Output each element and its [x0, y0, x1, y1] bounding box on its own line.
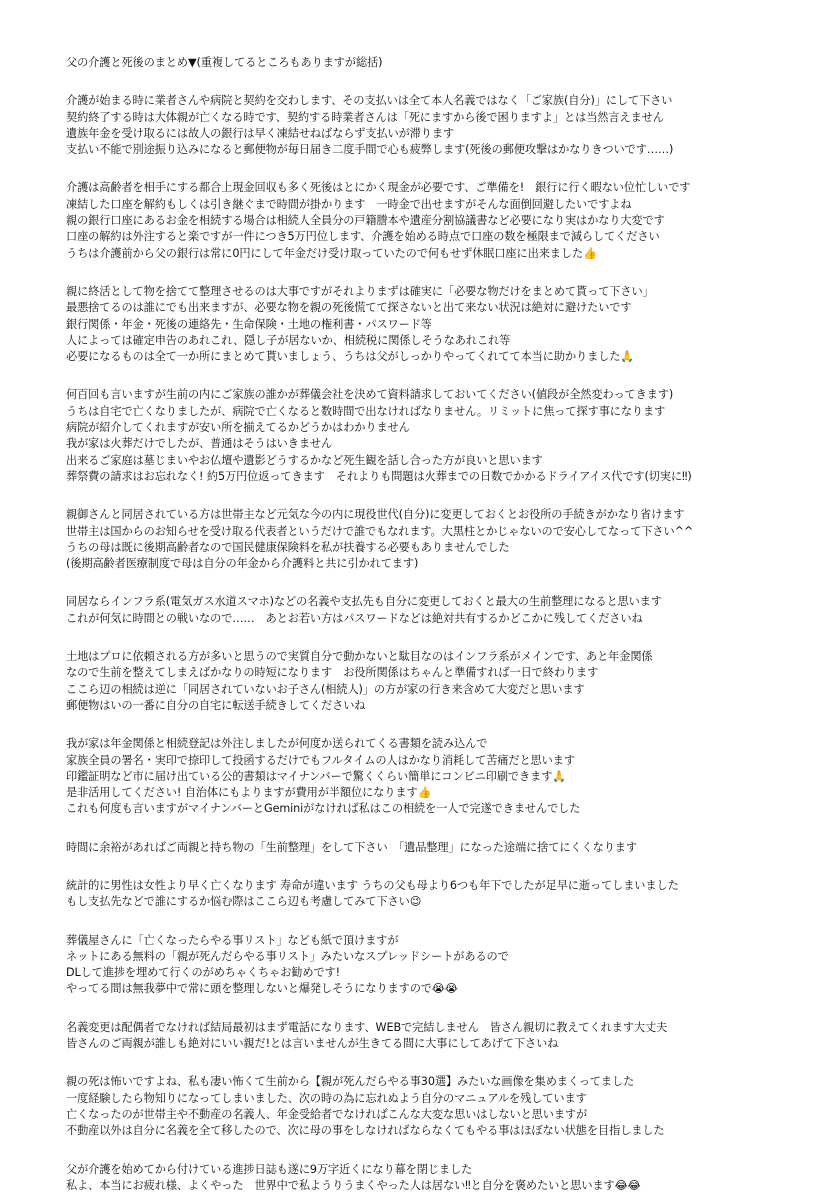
paragraph: [66, 594, 788, 627]
text-line: 家族全員の署名・実印で捺印して投函するだけでもフルタイムの人はかなり消耗して苦痛だと思います: [66, 753, 575, 767]
text-line: これが何気に時間との戦いなので…… あとお若い方はパスワードなどは絶対共有するかどこかに残してくださいね: [66, 611, 643, 625]
text-line: 出来るご家庭は墓じまいやお仏壇や遺影どうするかなど死生観を話し合った方が良いと思います: [66, 453, 543, 467]
text-line: (後期高齢者医療制度で母は自分の年金から介護料と共に引かれてます): [66, 557, 419, 571]
text-line: 最悪捨てるのは誰にでも出来ますが、必要な物を親の死後慌てて探さないと出て来ない状況は絶対に避けたいです: [66, 301, 632, 315]
text-line: 皆さんのご両親が誰しも絶対にいい親だ!とは言いませんが生きてる間に大事にしてあげて下さいね: [66, 1037, 559, 1051]
text-line: 銀行関係・年金・死後の連絡先・生命保険・土地の権利書・パスワード等: [66, 317, 432, 331]
text-line: 亡くなったのが世帯主や不動産の名義人、年金受給者でなければこんな大変な思いはしないと思いますが: [66, 1107, 588, 1121]
text-line: 一度経験したら物知りになってしまいました、次の時の為に忘れぬよう自分のマニュアルを残しています: [66, 1091, 587, 1105]
paragraph: [66, 840, 788, 856]
paragraph: [66, 878, 788, 911]
paragraph: [66, 649, 788, 714]
text-line: うちの母は既に後期高齢者なので国民健康保険料を私が扶養する必要もありませんでした: [66, 540, 510, 554]
paragraph: [66, 736, 788, 817]
text-line: 親の死は怖いですよね、私も凄い怖くて生前から【親が死んだらやる事30選】みたいな画像を集めまくってました: [66, 1075, 635, 1089]
text-line: 口座の解約は外注すると楽ですが一件につき5万円位します、介護を始める時点で口座の数を極限まで減らしてください: [66, 230, 660, 244]
text-line: 支払い不能で別途振り込みになると郵便物が毎日届き二度手間で心も疲弊します(死後の郵便攻撃はかなりきついです……): [66, 143, 674, 157]
text-line: 親の銀行口座にあるお金を相続する場合は相続人全員分の戸籍謄本や遺産分割協議書など必要になり実はかなり大変です: [66, 214, 665, 228]
paragraph: [66, 933, 788, 998]
text-line: 何百回も言いますが生前の内にご家族の誰かが葬儀会社を決めて資料請求しておいてください(値段が全然変わってきます): [66, 388, 674, 402]
paragraph: [66, 1074, 788, 1139]
text-line: 印鑑証明など市に届け出ている公的書類はマイナンバーで驚くくらい簡単にコンビニ印刷できます🙏: [66, 769, 567, 783]
text-line: 凍結した口座を解約もしくは引き継ぐまで時間が掛かります 一時金で出せますがそんな面倒回避したいですよね: [66, 197, 632, 211]
text-line: うちは介護前から父の銀行は常に0円にして年金だけ受け取っていたので何もせず休眠口座に出来ました👍: [66, 246, 597, 260]
text-line: 我が家は年金関係と相続登記は外注しましたが何度か送られてくる書類を読み込んで: [66, 737, 488, 751]
text-line: 親に終活として物を捨てて整理させるのは大事ですがそれよりまずは確実に「必要な物だけをまとめて貰って下さい」: [66, 284, 654, 298]
text-line: 不動産以外は自分に名義を全て移したので、次に母の事をしなければならなくてもやる事はほぼない状態を目指しました: [66, 1124, 665, 1138]
text-line: これも何度も言いますがマイナンバーとGeminiがなければ私はこの相続を一人で完遂できませんでした: [66, 802, 581, 816]
text-line: ネットにある無料の「親が死んだらやる事リスト」みたいなスプレッドシートがあるので: [66, 949, 509, 963]
document-title: 父の介護と死後のまとめ▼(重複してるところもありますが総括): [66, 56, 383, 69]
text-line: 葬祭費の請求はお忘れなく! 約5万円位返ってきます それよりも問題は火葬までの日数でかかるドライアイス代です(切実に‼): [66, 469, 692, 483]
text-line: 名義変更は配偶者でなければ結局最初はまず電話になります、WEBで完結しません 皆さん親切に教えてくれます大丈夫: [66, 1020, 668, 1034]
text-line: やってる間は無我夢中で常に頭を整理しないと爆発しそうになりますので😭😭: [66, 982, 458, 996]
text-line: 必要になるものは全て一か所にまとめて貰いましょう、うちは父がしっかりやってくれてて本当に助かりました🙏: [66, 350, 635, 364]
text-line: もし支払先などで誰にするか悩む際はここら辺も考慮してみて下さい😉: [66, 895, 422, 909]
text-line: DLして進捗を埋めて行くのがめちゃくちゃお勧めです!: [66, 966, 341, 980]
text-line: 遺族年金を受け取るには故人の銀行は早く凍結せねばならず支払いが滞ります: [66, 126, 455, 140]
paragraph: [66, 180, 788, 261]
text-line: うちは自宅で亡くなりましたが、病院で亡くなると数時間で出なければなりません。リミットに焦って探す事になります: [66, 404, 666, 418]
paragraph: [66, 1162, 788, 1195]
document-body: [66, 93, 788, 1194]
text-line: 土地はプロに依頼される方が多いと思うので実質自分で動かないと駄目なのはインフラ系がメインです、あと年金関係: [66, 650, 653, 664]
text-line: 時間に余裕があればご両親と持ち物の「生前整理」をして下さい 「遺品整理」になった途端に捨てにくくなります: [66, 840, 637, 854]
text-line: 世帯主は国からのお知らせを受け取る代表者というだけで誰でもなれます。大黒柱とかじゃないので安心してなって下さい^^: [66, 524, 694, 538]
paragraph: [66, 387, 788, 485]
text-line: 病院が紹介してくれますが安い所を揃えてるかどうかはわかりません: [66, 421, 410, 435]
text-line: 介護は高齢者を相手にする都合上現金回収も多く死後はとにかく現金が必要です、ご準備を! 銀行に行く暇ない位忙しいです: [66, 181, 691, 195]
text-line: 親御さんと同居されている方は世帯主など元気な今の内に現役世代(自分)に変更しておくとお役所の手続きがかなり省けます: [66, 508, 685, 522]
text-line: 葬儀屋さんに「亡くなったらやる事リスト」なども紙で頂けますが: [66, 933, 399, 947]
paragraph: [66, 284, 788, 365]
text-line: 介護が始まる時に業者さんや病院と契約を交わします、その支払いは全て本人名義ではなく「ご家族(自分)」にして下さい: [66, 94, 673, 108]
text-line: 人によっては確定申告のあれこれ、隠し子が居ないか、相続税に関係しそうなあれこれ等: [66, 333, 511, 347]
text-line: 是非活用してください! 自治体にもよりますが費用が半額位になります👍: [66, 786, 432, 800]
paragraph: [66, 1020, 788, 1053]
text-line: 郵便物はいの一番に自分の自宅に転送手続きしてくださいね: [66, 698, 366, 712]
text-line: 統計的に男性は女性より早く亡くなります 寿命が違います うちの父も母より6つも年下でしたが足早に逝ってしまいました: [66, 878, 679, 892]
text-line: 同居ならインフラ系(電気ガス水道スマホ)などの名義や支払先も自分に変更しておくと最大の生前整理になると思います: [66, 595, 662, 609]
paragraph: [66, 93, 788, 158]
text-line: 我が家は火葬だけでしたが、普通はそうはいきません: [66, 437, 333, 451]
text-line: 父が介護を始めてから付けている進捗日誌も遂に9万字近くになり幕を閉じました: [66, 1162, 473, 1176]
text-line: 私よ、本当にお疲れ様、よくやった 世界中で私ようりうまくやった人は居ない‼と自分を褒めたいと思います😂😂: [66, 1178, 641, 1192]
text-line: 契約終了する時は大体親が亡くなる時です、契約する時業者さんは「死にますから後で困りますよ」とは当然言えません: [66, 110, 664, 124]
text-line: ここら辺の相続は逆に「同居されていないお子さん(相続人)」の方が家の行き来含めて大変だと思います: [66, 682, 585, 696]
text-line: なので生前を整えてしまえばかなりの時短になります お役所関係はちゃんと準備すれば一日で終わります: [66, 666, 599, 680]
paragraph: [66, 507, 788, 572]
